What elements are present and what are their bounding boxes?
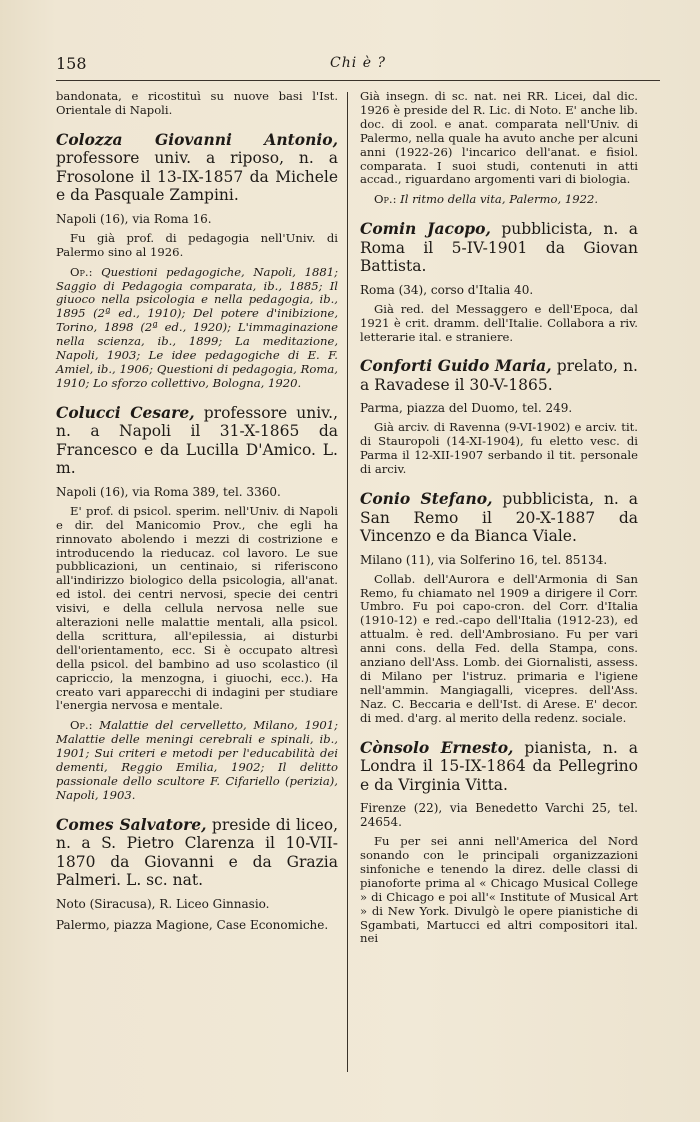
entry-name: Colucci Cesare, — [56, 402, 195, 422]
page-header — [56, 54, 660, 74]
entry-bio: Fu già prof. di pedagogia nell'Univ. di Palermo sino al 1926. — [56, 230, 338, 259]
entry-name: Conforti Guido Maria, — [360, 356, 552, 376]
entry-heading: Colucci Cesare, professore univ., n. a Napoli il 31-X-1865 da Francesco e da Lucilla D'Amico. L. m. — [56, 402, 338, 478]
entry-conio — [360, 490, 638, 725]
entry-name: Cònsolo Ernesto, — [360, 737, 514, 757]
entry-bio: Già arciv. di Ravenna (9-VI-1902) e arciv. tit. di Stauropoli (14-XI-1904), fu eletto vesc. di Parma il 12-XII-1907 serbando il tit. personale di arciv. — [360, 420, 638, 477]
entry-heading: Comes Salvatore, preside di liceo, n. a S. Pietro Clarenza il 10-VII-1870 da Giovanni e da Grazia Palmeri. L. sc. nat. — [56, 814, 339, 890]
entry-heading: Comin Jacopo, pubblicista, n. a Roma il 5-IV-1901 da Giovan Battista. — [360, 219, 638, 276]
header-rule — [56, 80, 660, 81]
entry-continuation: Già insegn. di sc. nat. nei RR. Licei, dal dic. 1926 è preside del R. Lic. di Noto. E' anche lib. doc. di zool. e anat. comparata nell'Univ. di Palermo, nella quale ha avuto anche per alcuni anni (1922-26) l'incarico dell'anat. e fisiol. comparata. I suoi studi, contenuti in atti accad., riguardano argomenti vari di biologia. — [360, 89, 638, 187]
entry-address-2: Palermo, piazza Magione, Case Economiche. — [56, 917, 329, 932]
entry-colozza — [56, 131, 338, 391]
right-column — [360, 90, 638, 946]
entry-works: Op. : Il ritmo della vita, Palermo, 1922. — [360, 193, 638, 207]
entry-bio: Fu per sei anni nell'America del Nord sonando con le principali organizzazioni sinfoniche e tenendo la direz. delle classi di pianoforte prima al « Chicago Musical College » di Chicago e poi all'« Institute of Musical Art » di New York. Divulgò le opere pianistiche di Sgambati, Martucci ed altri compositori ital. nei — [360, 834, 638, 946]
entry-comes — [56, 816, 338, 932]
entry-address: Milano (11), via Solferino 16, tel. 85134. — [360, 552, 608, 567]
running-head: Chi è ? — [330, 55, 386, 71]
entry-colucci — [56, 404, 338, 803]
entry-name: Comes Salvatore, — [56, 814, 207, 834]
entry-address: Noto (Siracusa), R. Liceo Ginnasio. — [56, 896, 270, 911]
entry-bio: Collab. dell'Aurora e dell'Armonia di San Remo, fu chiamato nel 1909 a dirigere il Corr. Umbro. Fu poi capo-cron. del Corr. d'Italia (1910-12) e red.-capo dell'Italia (1912-23), ed attualm. è red. dell'Ambrosiano. Fu per vari anni cons. della Fed. della Stampa, cons. anziano dell'Ass. Lomb. dei Giornalisti, assess. di Milano per l'istruz. primaria e l'igiene nell'ammin. Mangiagalli, vicepres. dell'Ass. Naz. C. Beccaria e dell'Ist. di Arese. E' decor. di med. d'arg. al merito della redenz. sociale. — [360, 571, 638, 725]
entry-heading: Conforti Guido Maria, prelato, n. a Ravadese il 30-V-1865. — [360, 356, 638, 394]
entry-name: Colozza Giovanni Antonio, — [56, 129, 338, 149]
left-column — [56, 90, 338, 932]
entry-continuation: bandonata, e ricostituì su nuove basi l'Ist. Orientale di Napoli. — [56, 89, 338, 117]
entry-works: Op. : Malattie del cervelletto, Milano, 1901; Malattie delle meningi cerebrali e spinali, ib., 1901; Sui criteri e metodi per l'educabilità dei dementi, Reggio Emilia, 1902; Il delitto passionale dello scultore F. Cifariello (perizia), Napoli, 1903. — [56, 719, 338, 802]
entry-heading: Cònsolo Ernesto, pianista, n. a Londra il 15-IX-1864 da Pellegrino e da Virginia Vitta. — [360, 737, 638, 794]
entry-bio: E' prof. di psicol. sperim. nell'Univ. di Napoli e dir. del Manicomio Prov., che egli ha rinnovato abolendo i mezzi di costrizione e introducendo la rieducaz. col lavoro. Le sue pubblicazioni, un centinaio, si riferiscono all'indirizzo biologico della psicologia, all'anat. ed istol. dei centri nervosi, specie dei centri visivi, e della cellula nervosa nelle sue alterazioni nelle malattie mentali, alla psicol. della scrittura, all'epilessia, ai disturbi dell'orientamento, ecc. Si è occupato altresì della psicol. del bambino ad uso scolastico (il capriccio, la menzogna, i giuochi, ecc.). Ha creato vari apparecchi di indagini per studiare l'energia nervosa e mentale. — [56, 503, 338, 713]
entry-works: Op. : Questioni pedagogiche, Napoli, 1881; Saggio di Pedagogia comparata, ib., 1885; Il giuoco nella psicologia e nella pedagogia, ib., 1895 (2ª ed., 1910); Del potere d'inibizione, Torino, 1898 (2ª ed., 1920); L'immaginazione nella scienza, ib., 1899; La meditazione, Napoli, 1903; Le idee pedagogiche di E. F. Amiel, ib., 1906; Questioni di pedagogia, Roma, 1910; Lo sforzo collettivo, Bologna, 1920. — [56, 266, 338, 391]
entry-bio: Già red. del Messaggero e dell'Epoca, dal 1921 è crit. dramm. dell'Italie. Collabora a riv. letterarie ital. e straniere. — [360, 301, 638, 344]
entry-address: Napoli (16), via Roma 389, tel. 3360. — [56, 484, 281, 499]
page-number: 158 — [56, 54, 87, 73]
entry-name: Conio Stefano, — [360, 489, 493, 509]
entry-heading: Conio Stefano, pubblicista, n. a San Remo il 20-X-1887 da Vincenzo e da Bianca Viale. — [360, 489, 638, 546]
entry-consolo — [360, 739, 638, 947]
entry-address: Napoli (16), via Roma 16. — [56, 211, 212, 226]
entry-heading: Colozza Giovanni Antonio, professore univ. a riposo, n. a Frosolone il 13-IX-1857 da Michele e da Pasquale Zampini. — [56, 129, 338, 205]
column-divider — [347, 92, 348, 1072]
entry-comin — [360, 220, 638, 344]
entry-address: Roma (34), corso d'Italia 40. — [360, 282, 534, 297]
entry-conforti — [360, 357, 638, 477]
entry-name: Comin Jacopo, — [360, 219, 491, 239]
entry-address: Parma, piazza del Duomo, tel. 249. — [360, 401, 573, 416]
entry-address: Firenze (22), via Benedetto Varchi 25, tel. 24654. — [360, 801, 638, 830]
